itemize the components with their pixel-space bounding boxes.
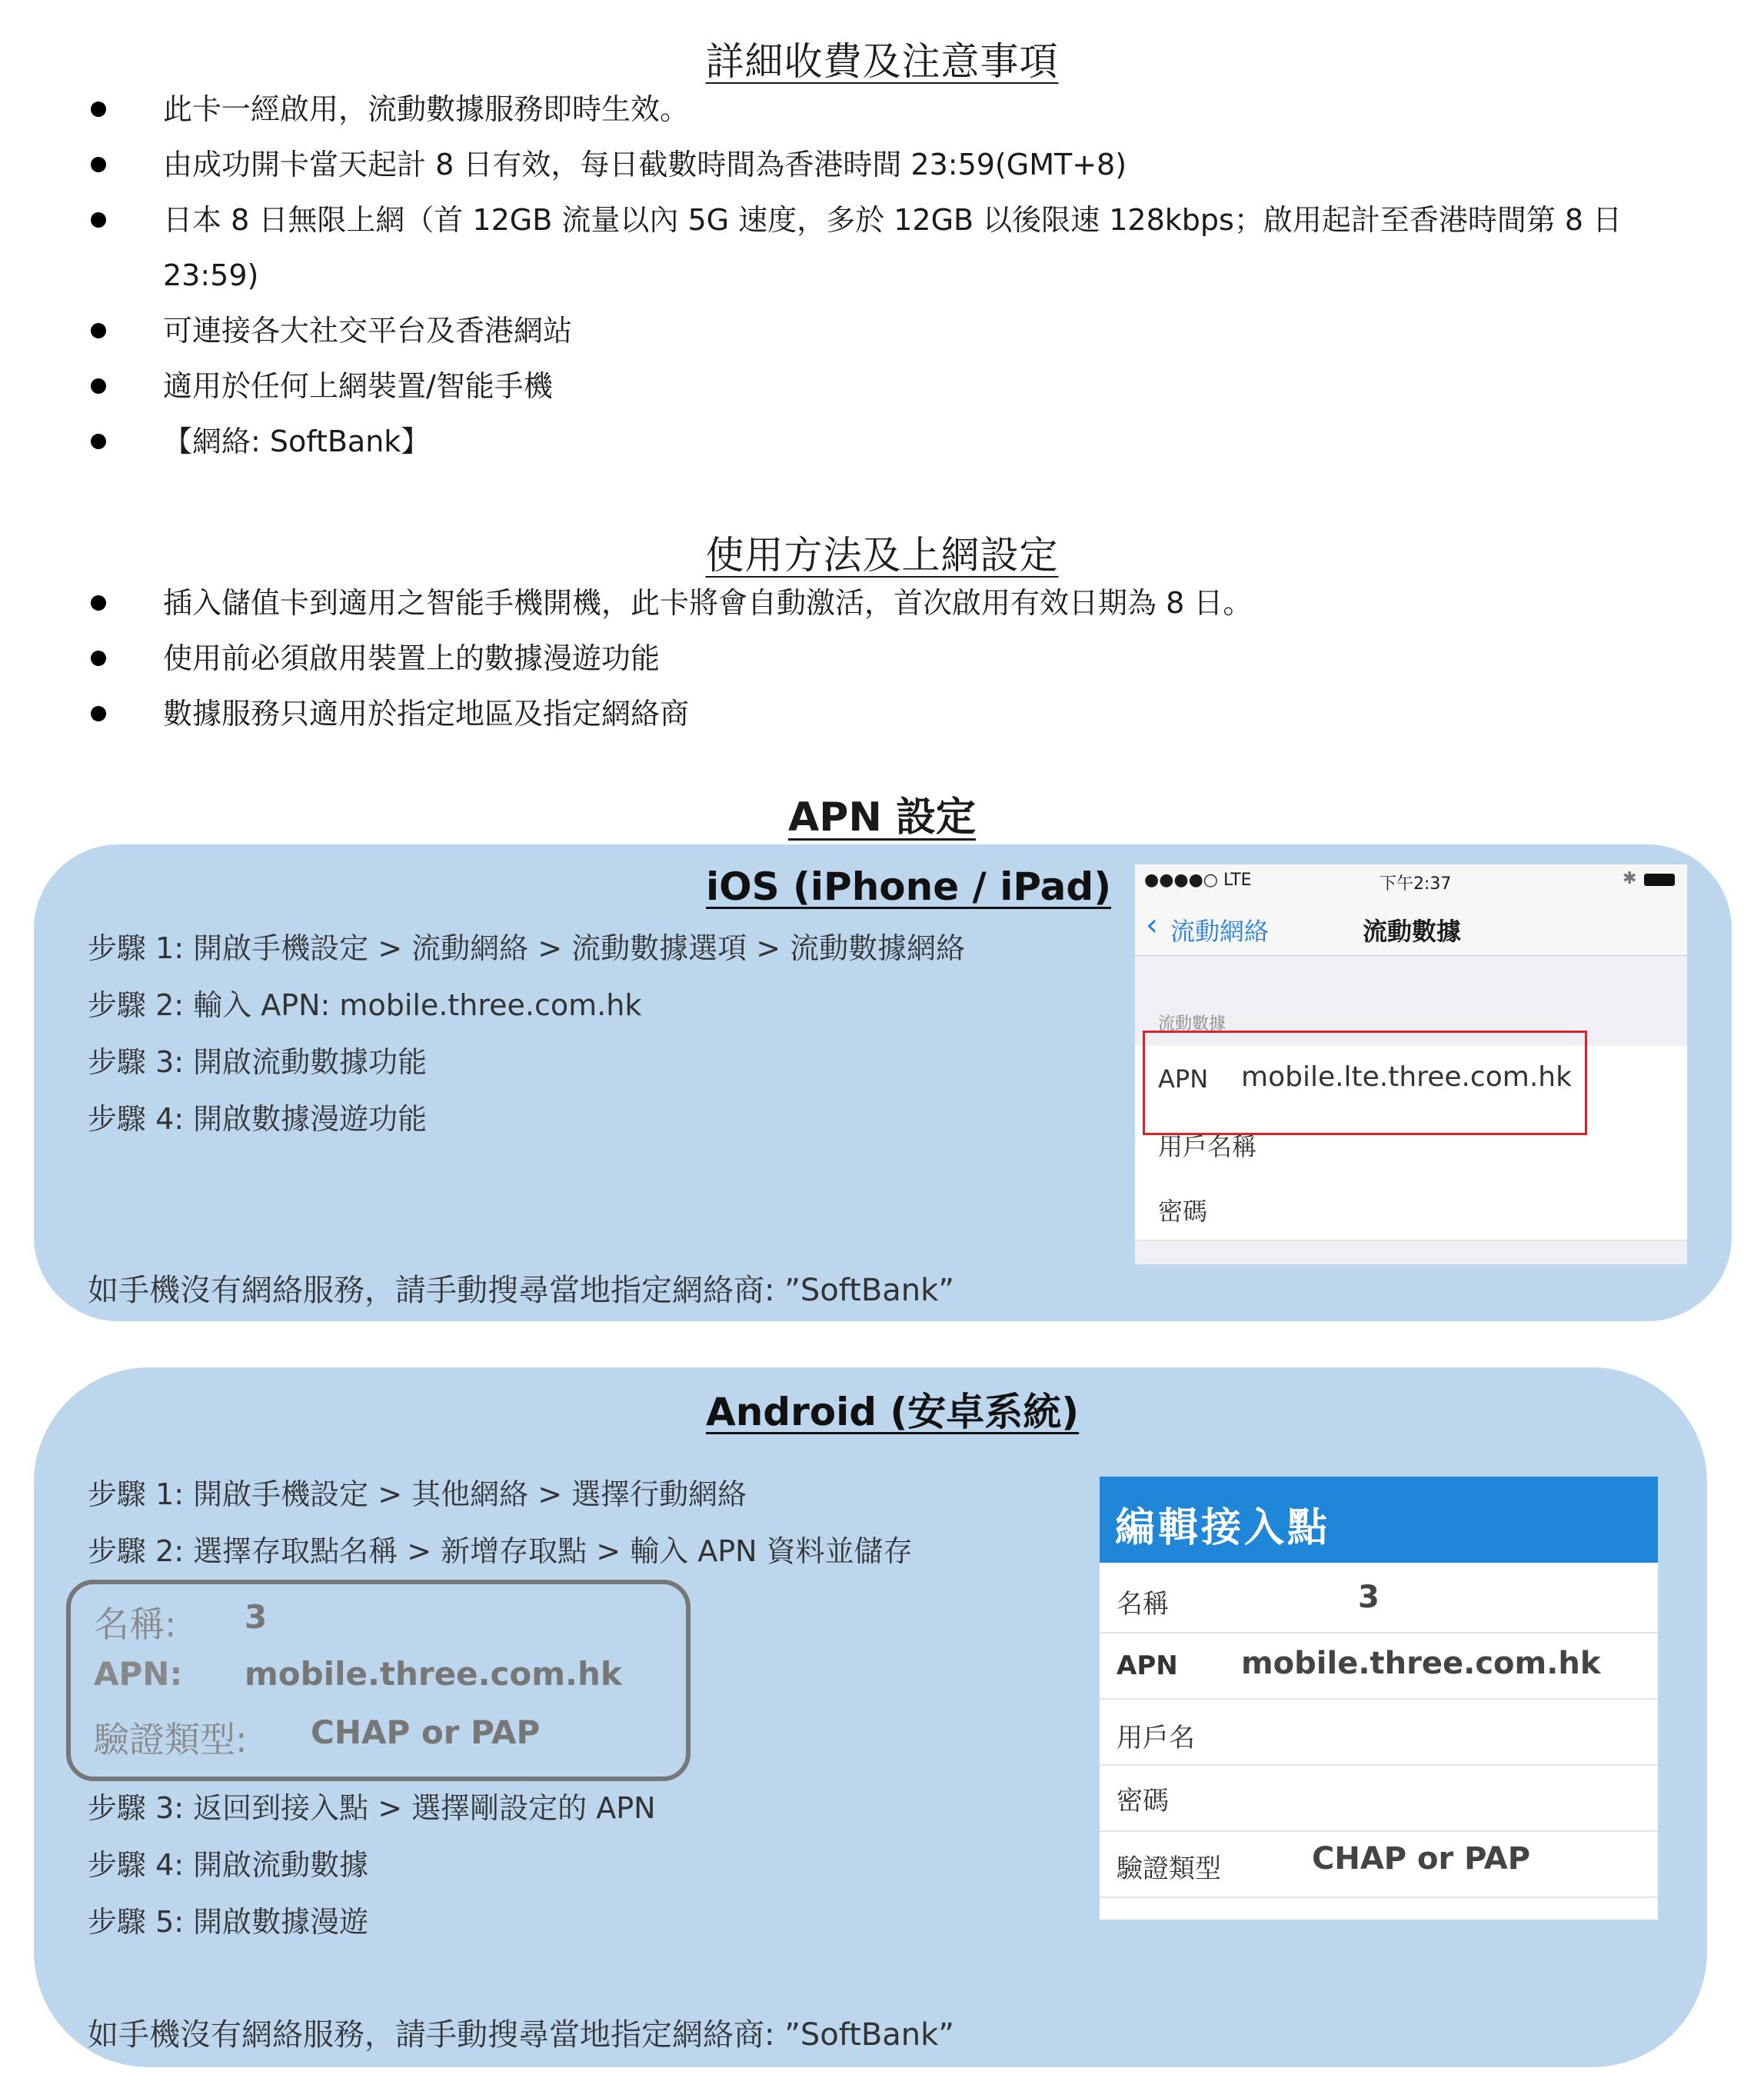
username-label: 用戶名 [1117,1723,1195,1753]
name-label: 名稱 [1117,1589,1169,1620]
auth-label: 驗證類型 [1117,1853,1221,1884]
android-step-5: 步驟 5: 開啟數據漫遊 [88,1905,369,1939]
password-label: 密碼 [1158,1197,1208,1226]
auth-value: CHAP or PAP [1312,1841,1531,1877]
password-label: 密碼 [1117,1786,1169,1817]
auth-row[interactable] [1100,1832,1658,1898]
android-header-bar [1100,1477,1658,1563]
ios-title: iOS (iPhone / iPad) [706,864,1112,909]
ios-step-1: 步驟 1: 開啟手機設定 > 流動網絡 > 流動數據選項 > 流動數據網絡 [88,931,966,965]
ios-step-3: 步驟 3: 開啟流動數據功能 [88,1045,428,1079]
apn-value: mobile.three.com.hk [1241,1646,1601,1681]
apn-info-box [66,1580,691,1781]
apn-value: mobile.three.com.hk [245,1655,622,1693]
android-note: 如手機沒有網絡服務，請手動搜尋當地指定網絡商: ”SoftBank” [88,2017,955,2053]
apn-row[interactable] [1100,1633,1658,1700]
android-title: Android (安卓系統) [706,1390,1080,1434]
bullet-icon [91,378,106,394]
battery-icon [1644,874,1675,886]
apn-label: APN [1117,1650,1178,1681]
apn-label: APN: [94,1655,183,1693]
password-row[interactable] [1100,1766,1658,1832]
name-label: 名稱: [94,1603,177,1645]
android-step-4: 步驟 4: 開啟流動數據 [88,1848,369,1882]
android-screenshot [1100,1477,1658,1920]
section-title-usage: 使用方法及上網設定 [705,533,1059,578]
name-row[interactable] [1100,1567,1658,1633]
section-title-charges: 詳細收費及注意事項 [705,39,1059,84]
list-item: 適用於任何上網裝置/智能手機 [0,358,1686,414]
chevron-left-icon[interactable]: ‹ [1146,907,1158,943]
back-button[interactable]: 流動網絡 [1170,917,1270,946]
android-step-3: 步驟 3: 返回到接入點 > 選擇剛設定的 APN [88,1791,656,1825]
list-item: 數據服務只適用於指定地區及指定網絡商 [0,686,1686,741]
bullet-icon [91,651,106,666]
android-step-1: 步驟 1: 開啟手機設定 > 其他網絡 > 選擇行動網絡 [88,1477,747,1511]
apn-settings-title: APN 設定 [788,794,976,841]
ios-screenshot [1135,864,1687,1264]
bullet-icon [91,102,106,117]
list-item: 【網絡: SoftBank】 [0,414,1686,469]
list-item: 可連接各大社交平台及香港網站 [0,303,1686,358]
ios-nav-bar [1135,897,1687,956]
bullet-icon [91,157,106,172]
usage-list [0,575,1686,741]
nav-title: 流動數據 [1363,917,1462,946]
android-step-2: 步驟 2: 選擇存取點名稱 > 新增存取點 > 輸入 APN 資料並儲存 [88,1534,913,1568]
ios-note: 如手機沒有網絡服務，請手動搜尋當地指定網絡商: ”SoftBank” [88,1273,955,1308]
auth-label: 驗證類型: [94,1719,248,1760]
apn-label: APN [1158,1064,1209,1094]
status-bar [1135,864,1687,897]
list-item: 由成功開卡當天起計 8 日有效，每日截數時間為香港時間 23:59(GMT+8) [0,137,1686,192]
highlight-box [1143,1031,1587,1135]
bullet-icon [91,323,106,338]
charges-list [0,82,1686,469]
ios-step-2: 步驟 2: 輸入 APN: mobile.three.com.hk [88,988,642,1022]
status-time: 下午2:37 [1380,874,1452,894]
list-item: 插入儲值卡到適用之智能手機開機，此卡將會自動激活，首次啟用有效日期為 8 日。 [0,575,1686,631]
header-title: 編輯接入點 [1115,1505,1331,1551]
bullet-icon [91,434,106,449]
bullet-icon [91,706,106,721]
username-row[interactable] [1100,1700,1658,1766]
bullet-icon [91,212,106,228]
list-item: 日本 8 日無限上網（首 12GB 流量以內 5G 速度，多於 12GB 以後限速 128kbps；啟用起計至香港時間第 8 日 23:59) [0,192,1686,303]
auth-value: CHAP or PAP [311,1713,541,1751]
list-item: 此卡一經啟用，流動數據服務即時生效。 [0,82,1686,137]
carrier-signal: ●●●●○ LTE [1144,871,1252,890]
bullet-icon [91,595,106,611]
name-value: 3 [1358,1580,1380,1615]
apn-value: mobile.lte.three.com.hk [1241,1061,1572,1093]
bluetooth-icon: ✱ [1623,869,1637,888]
username-label: 用戶名稱 [1158,1132,1257,1161]
ios-step-4: 步驟 4: 開啟數據漫遊功能 [88,1102,428,1136]
list-item: 使用前必須啟用裝置上的數據漫遊功能 [0,631,1686,686]
section-header: 流動數據 [1158,1014,1226,1034]
name-value: 3 [245,1598,268,1636]
password-row[interactable] [1135,1175,1687,1240]
